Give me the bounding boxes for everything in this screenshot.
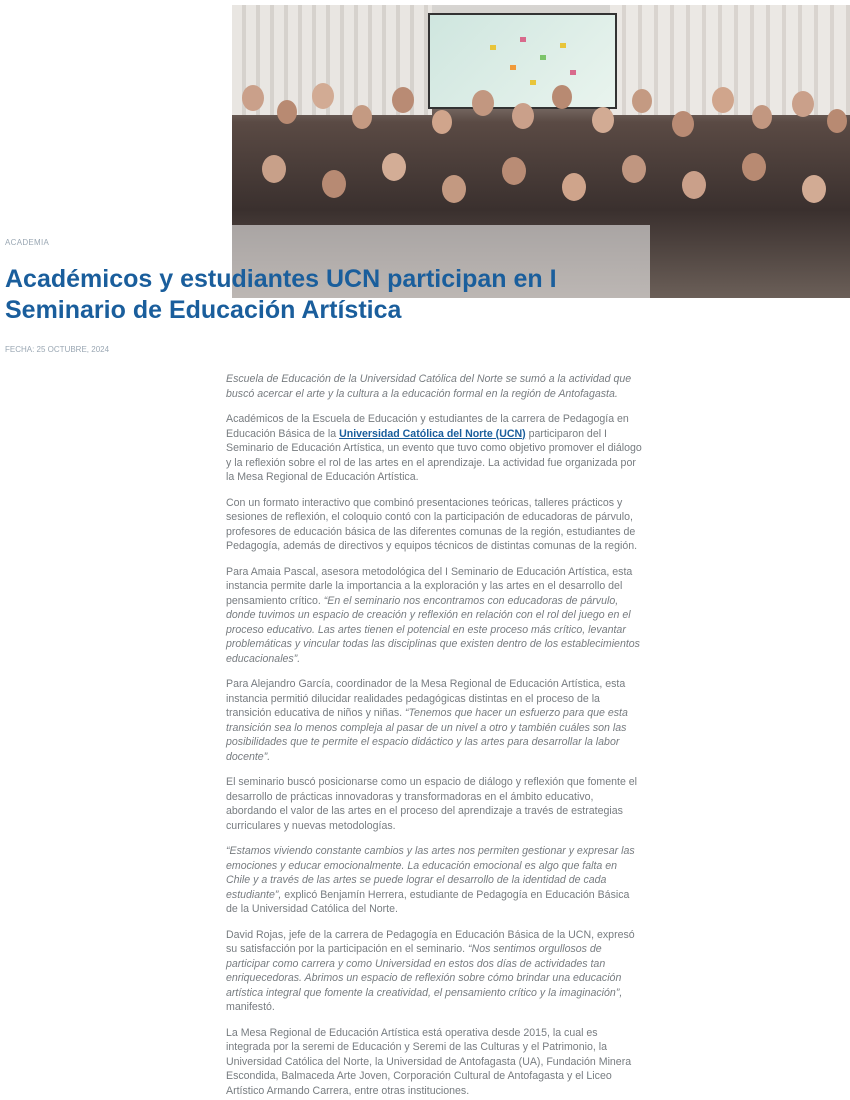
paragraph-8: La Mesa Regional de Educación Artística está operativa desde 2015, la cual es integrada por la seremi de Educación y Seremi de las Culturas y el Patrimonio, la Universidad Católica del Norte, la Universidad de Antofagasta (UA), Fundación Minera Escondida, Balmaceda Arte Joven, Corporación Cultural de Antofagasta y el Liceo Artístico Armando Carrera, entre otras instituciones. — [226, 1026, 632, 1097]
article-category[interactable]: ACADEMIA — [5, 238, 50, 247]
paragraph-6-quote: “Estamos viviendo constante cambios y las artes nos permiten gestionar y expresar las emociones y educar emocionalmente. La educación emocional es algo que falta en Chile y a través de las artes se puede lograr el desarrollo de la identidad de cada estudiante”, — [226, 845, 635, 901]
paragraph-6-text: explicó Benjamín Herrera, estudiante de Pedagogía en Educación Básica de la Universidad Católica del Norte. — [226, 888, 630, 915]
paragraph-7-quote: “Nos sentimos orgullosos de participar como carrera y como Universidad en estos dos días de actividades tan enriquecedoras. Abrimos un espacio de reflexión sobre cómo brindar una educación artística integral que fomente la creatividad, el pensamiento crítico y la imaginación”, — [226, 943, 623, 999]
paragraph-3-text: Para Amaia Pascal, asesora metodológica del I Seminario de Educación Artística, esta instancia permite darle la importancia a la exploración y las artes en el desarrollo del pensamiento crítico. — [226, 565, 633, 607]
article-body — [226, 372, 644, 1100]
lead-text: Escuela de Educación de la Universidad Católica del Norte se sumó a la actividad que buscó acercar el arte y la cultura a la educación formal en la región de Antofagasta. — [226, 373, 632, 400]
paragraph-7-end: manifestó. — [226, 1001, 275, 1013]
article-date: FECHA: 25 OCTUBRE, 2024 — [5, 345, 110, 354]
paragraph-4 — [226, 677, 644, 764]
paragraph-1-text-b: participaron del I Seminario de Educación Artística, un evento que tuvo como objetivo promover el diálogo y la reflexión sobre el rol de las artes en el aprendizaje. La actividad fue organizada por la Mesa Regional de Educación Artística. — [226, 427, 642, 483]
hero-photo — [232, 5, 850, 298]
paragraph-4-text: Para Alejandro García, coordinador de la Mesa Regional de Educación Artística, esta instancia permitió dilucidar realidades pedagógicas distintas en el proceso de la transición educativa de niños y niñas. — [226, 678, 626, 719]
article-lead — [226, 372, 644, 401]
ucn-link[interactable]: Universidad Católica del Norte (UCN) — [339, 427, 526, 440]
paragraph-7-text: David Rojas, jefe de la carrera de Pedagogía en Educación Básica de la UCN, expresó su satisfacción por la participación en el seminario. — [226, 928, 635, 955]
paragraph-3 — [226, 565, 644, 667]
paragraph-2: Con un formato interactivo que combinó presentaciones teóricas, talleres prácticos y sesiones de reflexión, el coloquio contó con la participación de educadoras de párvulo, profesores de educación básica de las diferentes comunas de la región, estudiantes de Pedagogía, además de directivos y equipos técnicos de distintas comunas de la región. — [226, 496, 638, 552]
paragraph-1-text-a: Académicos de la Escuela de Educación y estudiantes de la carrera de Pedagogía en Educación Básica de la — [226, 413, 629, 440]
paragraph-1 — [226, 412, 644, 485]
paragraph-4-quote: “Tenemos que hacer un esfuerzo para que esta transición sea lo menos compleja al pasar de un nivel a otro y también cuáles son las posibilidades que te permite el espacio didáctico y las artes para desarrollar la labor docente”. — [226, 707, 628, 763]
paragraph-3-quote: “En el seminario nos encontramos con educadoras de párvulo, donde tuvimos un espacio de creación y reflexión en relación con el rol del juego en el proceso educativo. Las artes tienen el potencial en este proceso más crítico, levantar problemáticas y vincular todas las disciplinas que existen dentro de los establecimientos educacionales”. — [226, 594, 640, 665]
paragraph-5: El seminario buscó posicionarse como un espacio de diálogo y reflexión que fomente el desarrollo de prácticas innovadoras y transformadoras en el ámbito educativo, abordando el valor de las artes en el proceso del aprendizaje a través de estrategias curriculares y nuevas metodologías. — [226, 776, 638, 832]
article-title: Académicos y estudiantes UCN participan en I Seminario de Educación Artística — [5, 265, 557, 324]
paragraph-6 — [226, 844, 644, 917]
paragraph-7 — [226, 928, 644, 1015]
